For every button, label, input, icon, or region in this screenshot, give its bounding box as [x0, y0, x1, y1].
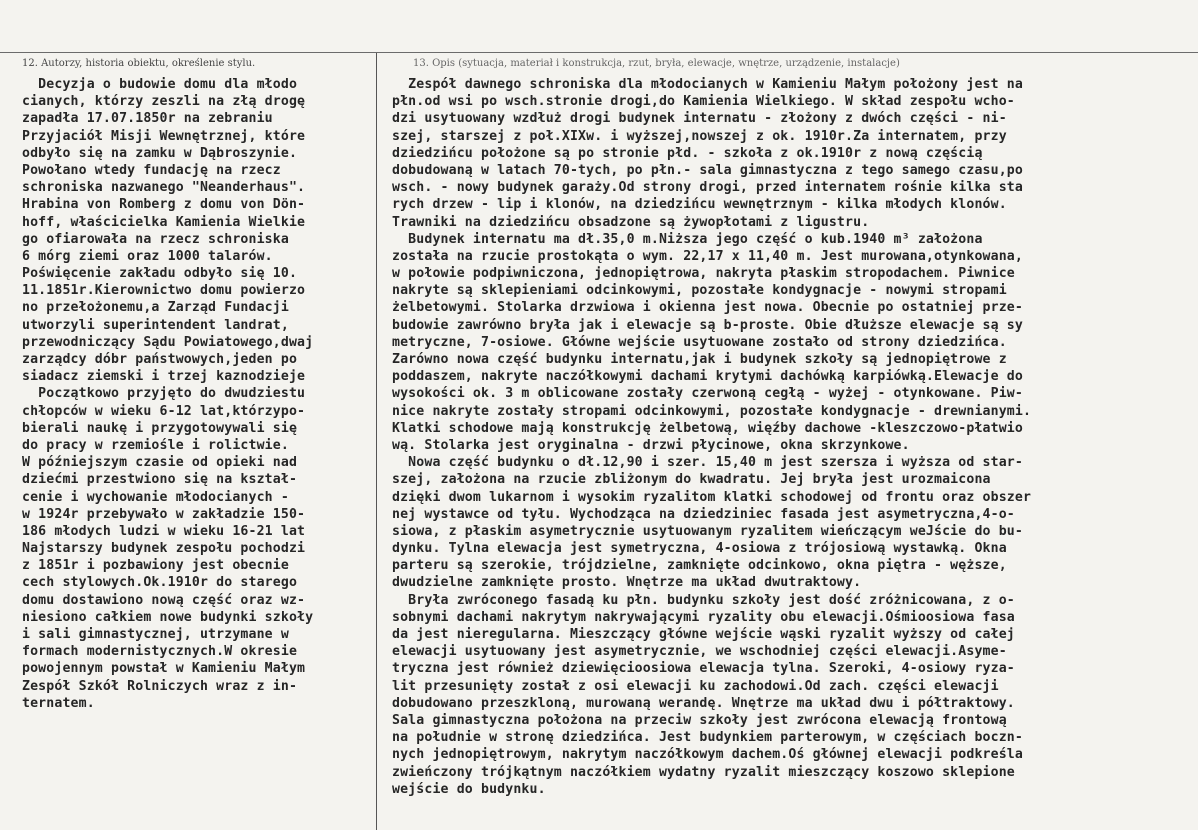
text-line: parteru są szerokie, trójdzielne, zamknięte odcinkowo, okna piętra - węższe, [392, 558, 1007, 574]
text-line: nej wystawce od tyłu. Wychodząca na dziedziniec fasada jest asymetryczna,4-o- [392, 506, 1015, 522]
text-line: zarządcy dóbr państwowych,jeden po [22, 352, 298, 367]
text-line: płn.od wsi po wsch.stronie drogi,do Kamienia Wielkiego. W skład zespołu wcho- [392, 94, 1015, 110]
text-line: Powołano wtedy fundację na rzecz [22, 162, 281, 178]
text-line: cianych, którzy zeszli na złą drogę [22, 94, 306, 110]
text-line: hoff, właścicielka Kamienia Wielkie [22, 214, 306, 230]
text-line: Sala gimnastyczna położona na przeciw szkoły jest zwrócona elewacją frontową [392, 712, 1007, 728]
text-line: Zespół Szkół Rolniczych wraz z in- [22, 678, 298, 694]
text-line: metryczne, 7-osiowe. Główne wejście usytuowane zostało od strony dziedzińca. [392, 334, 1007, 350]
text-line: Zespół dawnego schroniska dla młodocianych w Kamieniu Małym położony jest na [392, 77, 1023, 92]
text-line: odbyło się na zamku w Dąbroszynie. [22, 145, 298, 161]
text-line: z 1851r i pozbawiony jest obecnie [22, 558, 289, 574]
text-line: dynku. Tylna elewacja jest symetryczna, 4-osiowa z trójosiową wystawką. Okna [392, 541, 1007, 557]
text-line: w 1924r przebywało w zakładzie 150- [22, 506, 306, 522]
text-line: w połowie podpiwniczona, jednopiętrowa, nakryta płaskim stropodachem. Piwnice [392, 266, 1015, 282]
text-line: została na rzucie prostokąta o wym. 22,17 x 11,40 m. Jest murowana,otynkowana, [392, 248, 1023, 264]
text-line: Zarówno nowa część budynku internatu,jak i budynek szkoły są jednopiętrowe z [392, 352, 1007, 367]
text-line: niesiono całkiem nowe budynki szkoły [22, 609, 314, 625]
text-line: no przełożonemu,a Zarząd Fundacji [22, 300, 289, 316]
column-divider [376, 53, 377, 830]
text-line: da jest nieregularna. Mieszczący główne wejście wąski ryzalit wyższy od całej [392, 627, 1015, 642]
text-line: Poświęcenie zakładu odbyło się 10. [22, 266, 298, 282]
text-line: wą. Stolarka jest oryginalna - drzwi płycinowe, okna skrzynkowe. [392, 437, 910, 453]
text-line: bierali naukę i przygotowywali się [22, 420, 298, 436]
text-line: wysokości ok. 3 m oblicowane zostały czerwoną cegłą - wyżej - otynkowane. Piw- [392, 386, 1023, 402]
text-line: Bryła zwróconego fasadą ku płn. budynku szkoły jest dość zróżnicowana, z o- [392, 592, 1015, 608]
text-line: wsch. - nowy budynek garaży.Od strony drogi, przed internatem rośnie kilka sta [392, 180, 1023, 196]
text-line: Początkowo przyjęto do dwudziestu [22, 386, 306, 402]
text-line: 11.1851r.Kierownictwo domu powierzo [22, 283, 306, 299]
text-line: i sali gimnastycznej, utrzymane w [22, 627, 289, 642]
text-line: domu dostawiono nową część oraz wz- [22, 592, 306, 608]
text-line: ternatem. [22, 695, 95, 711]
text-line: żelbetowymi. Stolarka drzwiowa i okienna jest nowa. Obecnie po ostatniej prze- [392, 300, 1023, 316]
text-line: Decyzja o budowie domu dla młodo [22, 77, 298, 92]
text-line: W późniejszym czasie od opieki nad [22, 455, 298, 471]
text-line: poddaszem, nakryte naczółkowymi dachami krytymi dachówką karpiówką.Elewacje do [392, 369, 1023, 385]
text-line: dziećmi przestwiono się na kształ- [22, 472, 298, 488]
text-line: siadacz ziemski i trzej kaznodzieje [22, 369, 306, 385]
text-line: schroniska nazwanego "Neanderhaus". [22, 180, 306, 196]
text-line: budowie zawrówno bryła jak i elewacje są b-proste. Obie dłuższe elewacje są sy [392, 317, 1023, 333]
text-line: 6 mórg ziemi oraz 1000 talarów. [22, 248, 273, 264]
text-line: szej, starszej z poł.XIXw. i wyższej,nowszej z ok. 1910r.Za internatem, przy [392, 128, 1007, 144]
right-section-header: 13. Opis (sytuacja, materiał i konstrukcja, rzut, bryła, elewacje, wnętrze, urządzenie, instalacje) [413, 58, 900, 69]
text-line: rych drzew - lip i klonów, na dziedzińcu wewnętrznym - kilka młodych klonów. [392, 197, 1007, 213]
text-line: formach modernistycznych.W okresie [22, 644, 298, 660]
text-line: do pracy w rzemiośle i rolictwie. [22, 437, 289, 453]
text-line: powojennym powstał w Kamieniu Małym [22, 661, 306, 677]
text-line: go ofiarowała na rzecz schroniska [22, 231, 289, 247]
text-line: na południe w stronę dziedzińca. Jest budynkiem parterowym, w częściach boczn- [392, 730, 1023, 746]
text-line: 186 młodych ludzi w wieku 16-21 lat [22, 523, 306, 539]
top-rule [0, 52, 1198, 53]
history-text-column [22, 76, 374, 712]
text-line: Przyjaciół Misji Wewnętrznej, które [22, 128, 306, 144]
text-line: przewodniczący Sądu Powiatowego,dwaj [22, 334, 314, 350]
text-line: dziedzińcu położone są po stronie płd. - szkoła z ok.1910r z nową częścią [392, 145, 983, 161]
text-line: tryczna jest również dziewięcioosiowa elewacja tylna. Szeroki, 4-osiowy ryza- [392, 661, 1015, 677]
text-line: Klatki schodowe mają konstrukcję żelbetową, więźby dachowe -kleszczowo-płatwio [392, 420, 1023, 436]
text-line: cenie i wychowanie młodocianych - [22, 489, 289, 505]
text-line: dobudowano przeszkloną, murowaną werandę. Wnętrze ma układ dwu i półtraktowy. [392, 695, 1015, 711]
text-line: dwudzielne zamknięte prosto. Wnętrze ma układ dwutraktowy. [392, 575, 862, 591]
text-line: chłopców w wieku 6-12 lat,którzypo- [22, 403, 306, 419]
text-line: cech stylowych.Ok.1910r do starego [22, 575, 298, 591]
text-line: Budynek internatu ma dł.35,0 m.Niższa jego część o kub.1940 m³ założona [392, 231, 983, 247]
text-line: siowa, z płaskim asymetrycznie usytuowanym ryzalitem wieńczącym weJście do bu- [392, 523, 1023, 539]
text-line: dzi usytuowany wzdłuż drogi budynek internatu - złożony z dwóch części - ni- [392, 111, 1007, 127]
text-line: Najstarszy budynek zespołu pochodzi [22, 541, 306, 557]
text-line: dobudowaną w latach 70-tych, po płn.- sala gimnastyczna z tego samego czasu,po [392, 162, 1023, 178]
text-line: nakryte są sklepieniami odcinkowymi, pozostałe kondygnacje - nowymi stropami [392, 283, 1007, 299]
text-line: szej, założona na rzucie zbliżonym do kwadratu. Jej bryła jest urozmaicona [392, 472, 991, 488]
text-line: lit przesunięty został z osi elewacji ku zachodowi.Od zach. części elewacji [392, 678, 999, 694]
text-line: zapadła 17.07.1850r na zebraniu [22, 111, 273, 127]
text-line: Hrabina von Romberg z domu von Dön- [22, 197, 306, 213]
text-line: Nowa część budynku o dł.12,90 i szer. 15,40 m jest szersza i wyższa od star- [392, 455, 1023, 471]
left-section-header: 12. Autorzy, historia obiektu, określenie stylu. [22, 58, 256, 69]
text-line: Trawniki na dziedzińcu obsadzone są żywopłotami z ligustru. [392, 214, 870, 230]
text-line: elewacji usytuowany jest asymetrycznie, we wschodniej części elewacji.Asyme- [392, 644, 1007, 660]
text-line: nych jednopiętrowym, nakrytym naczółkowym dachem.Oś głównej elewacji podkreśla [392, 747, 1023, 763]
description-text-column [392, 76, 1196, 798]
text-line: sobnymi dachami nakrytym nakrywającymi ryzality obu elewacji.Ośmioosiowa fasa [392, 609, 1015, 625]
text-line: dzięki dwom lukarnom i wysokim ryzalitom klatki schodowej od frontu oraz obszer [392, 489, 1032, 505]
text-line: utworzyli superintendent landrat, [22, 317, 289, 333]
text-line: zwieńczony trójkątnym naczółkiem wydatny ryzalit mieszczący koszowo sklepione [392, 764, 1015, 780]
text-line: wejście do budynku. [392, 781, 546, 797]
text-line: nice nakryte zostały stropami odcinkowymi, pozostałe kondygnacje - drewnianymi. [392, 403, 1032, 419]
